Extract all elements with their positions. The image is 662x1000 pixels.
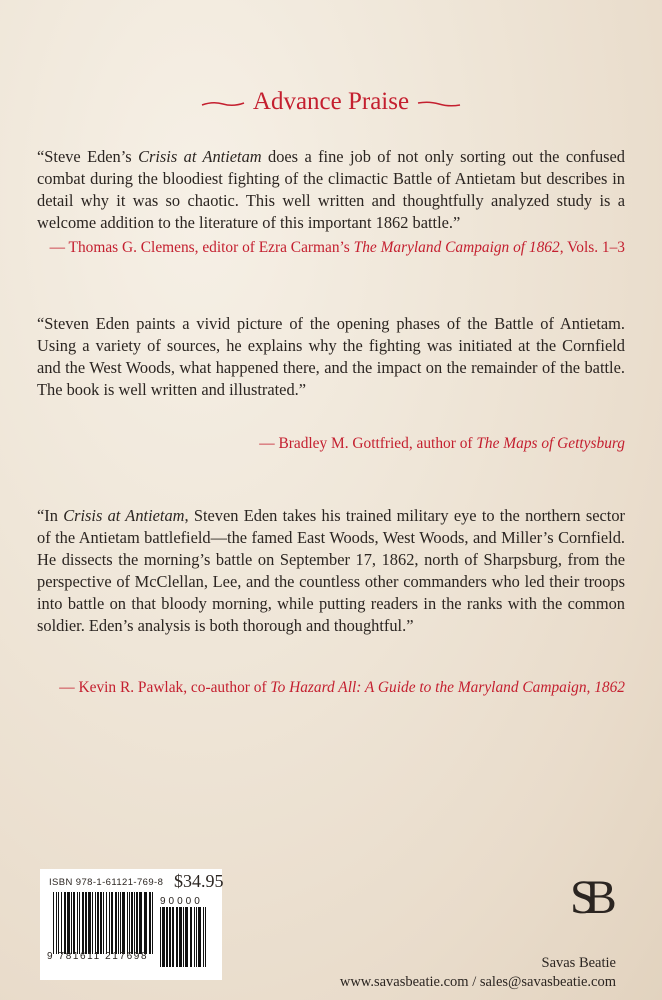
barcode-bar bbox=[58, 892, 59, 954]
praise-quote-2: “Steven Eden paints a vivid picture of the opening phases of the Battle of Antietam. Using a variety of sources, he explains why the fighting was initiated at the Cornfield and the West Woods, what happened there, and the impact on the remainder of the battle. The book is well written and illustrated.” bbox=[37, 314, 625, 399]
barcode-bar bbox=[162, 907, 165, 967]
barcode-bar bbox=[129, 892, 130, 954]
publisher-logo: SB bbox=[570, 871, 605, 924]
barcode-bar bbox=[139, 892, 142, 954]
barcode-bar bbox=[144, 892, 147, 954]
barcode-bar bbox=[67, 892, 70, 954]
quote-attribution-3: — Kevin R. Pawlak, co-author of To Hazard All: A Guide to the Maryland Campaign, 1862 bbox=[59, 679, 625, 696]
barcode-bar bbox=[131, 892, 133, 954]
barcode-bar bbox=[185, 907, 188, 967]
barcode-bar bbox=[64, 892, 66, 954]
isbn-number: ISBN 978-1-61121-769-8 bbox=[49, 877, 164, 888]
barcode-bar bbox=[152, 892, 153, 954]
barcode-bar bbox=[111, 892, 113, 954]
barcode-bar bbox=[106, 892, 107, 954]
barcode-bar bbox=[53, 892, 54, 954]
barcode-bar bbox=[136, 892, 138, 954]
barcode-bar bbox=[120, 892, 121, 954]
barcode-bar bbox=[172, 907, 174, 967]
barcode-bar bbox=[71, 892, 72, 954]
barcode-bar bbox=[92, 892, 93, 954]
barcode-bar bbox=[160, 907, 161, 967]
barcode-bar bbox=[166, 907, 168, 967]
left-swash-ornament bbox=[201, 98, 245, 108]
quote-attribution-1: — Thomas G. Clemens, editor of Ezra Carman’s The Maryland Campaign of 1862, Vols. 1–3 bbox=[49, 239, 625, 256]
barcode-bar bbox=[61, 892, 62, 954]
barcode-bar bbox=[122, 892, 125, 954]
barcode-bar bbox=[56, 892, 57, 954]
barcode-bar bbox=[183, 907, 184, 967]
barcode-bar bbox=[100, 892, 102, 954]
barcode-digits: 9 781611 217698 bbox=[47, 951, 149, 962]
barcode-bar bbox=[97, 892, 99, 954]
price-addon-code: 90000 bbox=[160, 896, 203, 907]
price: $34.95 bbox=[174, 871, 224, 891]
heading-text: Advance Praise bbox=[252, 88, 410, 115]
barcode-bar bbox=[194, 907, 195, 967]
praise-quote-1: “Steve Eden’s Crisis at Antietam does a fine job of not only sorting out the confused combat during the bloodiest fighting of the climactic Battle of Antietam but describes in detail why it was so chaotic. This well written and thoughtfully analyzed study is a welcome addition to the literature of this important 1862 battle.” bbox=[37, 147, 625, 232]
isbn-barcode bbox=[40, 869, 222, 980]
barcode-bar bbox=[134, 892, 135, 954]
barcode-bar bbox=[115, 892, 117, 954]
barcode-bar bbox=[169, 907, 171, 967]
barcode-bar bbox=[127, 892, 128, 954]
barcode-bar bbox=[73, 892, 75, 954]
praise-quote-3: “In Crisis at Antietam, Steven Eden takes his trained military eye to the northern sector of the Antietam battlefield—the famed East Woods, West Woods, and Miller’s Cornfield. He dissects the morning’s battle on September 17, 1862, north of Sharpsburg, from the perspective of McClellan, Lee, and the countless other commanders who led their troops into battle on that bloody morning, while putting readers in the ranks with the common soldier. Eden’s analysis is both thorough and thoughtful.” bbox=[37, 506, 625, 635]
barcode-bar bbox=[176, 907, 178, 967]
section-heading bbox=[0, 88, 662, 116]
barcode-bar bbox=[103, 892, 104, 954]
barcode-bar bbox=[77, 892, 78, 954]
barcode-bar bbox=[85, 892, 87, 954]
barcode-bar bbox=[82, 892, 84, 954]
barcode-bar bbox=[79, 892, 80, 954]
barcode-bar bbox=[95, 892, 96, 954]
barcode-bar bbox=[179, 907, 182, 967]
barcode-bar bbox=[196, 907, 197, 967]
barcode-bar bbox=[190, 907, 192, 967]
quote-attribution-2: — Bradley M. Gottfried, author of The Maps of Gettysburg bbox=[259, 435, 625, 452]
barcode-bar bbox=[149, 892, 151, 954]
right-swash-ornament bbox=[417, 98, 461, 108]
barcode-bar bbox=[198, 907, 201, 967]
barcode-bar bbox=[203, 907, 204, 967]
publisher-contact: www.savasbeatie.com / sales@savasbeatie.com bbox=[339, 974, 616, 990]
barcode-bar bbox=[109, 892, 110, 954]
publisher-name: Savas Beatie bbox=[541, 955, 616, 971]
barcode-bar bbox=[88, 892, 91, 954]
barcode-bar bbox=[118, 892, 119, 954]
barcode-bar bbox=[205, 907, 206, 967]
